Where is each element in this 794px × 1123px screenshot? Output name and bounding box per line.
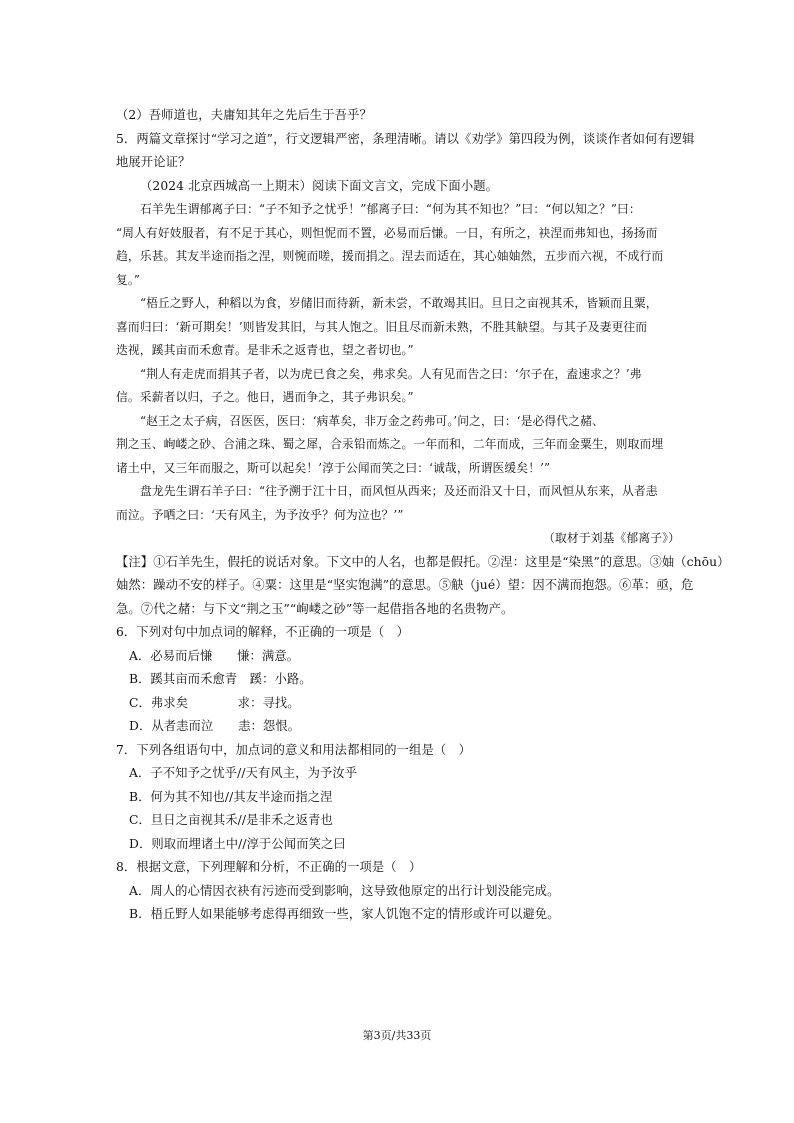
text-line: 8．根据文意，下列理解和分析，不正确的一项是（ ）	[116, 860, 422, 874]
text-line: （2）吾师道也，夫庸知其年之先后生于吾乎？	[116, 108, 372, 122]
text-line: “梧丘之野人，种稻以为食，岁储旧而待新，新未尝，不敢竭其旧。旦日之亩视其禾，皆颖而且粟，	[140, 296, 658, 310]
text-line: C．旦日之亩视其禾//是非禾之返青也	[129, 813, 333, 827]
text-line: “赵王之太子病，召医医，医曰：‘病革矣，非万金之药弗可。’问之，曰：‘是必得代之赭、	[140, 413, 604, 428]
text-line: A．子不知予之忧乎//天有风主，为予汝乎	[129, 766, 358, 780]
text-line: B．何为其不知也//其友半途而指之涅	[129, 789, 333, 804]
text-line: 诸土中，又三年而服之，斯可以起矣！’淳于公闻而笑之曰：‘诚哉，所谓医缓矣！’”	[116, 460, 551, 475]
text-line: 复。”	[116, 272, 141, 287]
text-line: 5．两篇文章探讨“学习之道”，行文逻辑严密，条理清晰。请以《劝学》第四段为例，谈谈作者如何有逻辑	[116, 131, 695, 146]
text-line: 迭视，蹊其亩而禾愈青。是非禾之返青也，望之者切也。”	[116, 343, 414, 357]
text-line: 急。⑦代之赭：与下文“荆之玉”“峋嵝之砂”等一起借指各地的名贵物产。	[116, 601, 514, 616]
text-line: 妯然：躁动不安的样子。④粟：这里是“坚实饱满”的意思。⑤觖（jué）望：因不满而抱怨。⑥革：亟，危	[116, 578, 694, 592]
text-line: 盘龙先生谓石羊子曰：“往予溯于江十日，而风恒从西来；及还而沿又十日，而风恒从东来，从者恚	[140, 484, 658, 498]
text-line: （2024 北京西城高一上期末）阅读下面文言文，完成下面小题。	[140, 178, 499, 193]
text-line: “荆人有走虎而捐其子者，以为虎已食之矣，弗求矣。人有见而告之曰：‘尔子在，盍速求之？’弗	[140, 366, 642, 381]
text-line: 7．下列各组语句中，加点词的意义和用法都相同的一组是（ ）	[116, 742, 472, 757]
text-line: 6．下列对句中加点词的解释，不正确的一项是（ ）	[116, 625, 410, 639]
text-line: 喜而归曰：‘新可期矣！’则皆发其旧，与其人饱之。旧且尽而新未熟，不胜其觖望。与其子及妻更往而	[116, 319, 648, 334]
text-line: 【注】①石羊先生，假托的说话对象。下文中的人名，也都是假托。②涅：这里是“染黑”的意思。③妯（chōu）	[116, 554, 730, 569]
text-line: 趋，乐甚。其友半途而指之涅，则惋而嗟，援而捐之。涅去而适在，其心妯妯然，五步而六视，不成行而	[116, 249, 664, 263]
text-line: 地展开论证？	[116, 155, 191, 169]
document-body	[116, 104, 730, 927]
page-footer: 第3页/共33页	[362, 1029, 432, 1042]
text-line: D．则取而埋诸土中//淳于公闻而笑之曰	[129, 836, 346, 851]
text-line: C．弗求矣 求：寻找。	[129, 695, 300, 710]
text-line: 而泣。予哂之曰：‘天有风主，为予汝乎？何为泣也？’”	[116, 507, 404, 522]
text-line: “周人有好妓服者，有不足于其心，则怛怩而不置，必易而后慊。一日，有所之，袂涅而弗知也，扬扬而	[116, 225, 658, 240]
text-line: 信。采薪者以归，子之。他日，遇而争之，其子弗识矣。”	[116, 390, 414, 404]
text-line: 荆之玉、峋嵝之砂、合浦之珠、蜀之犀，合汞铅而炼之。一年而和，二年而成，三年而金粟生，则取而埋	[116, 437, 664, 451]
text-line: B．蹊其亩而禾愈青 蹊：小路。	[129, 672, 312, 686]
text-line: （取材于刘基《郁离子》）	[543, 531, 680, 545]
text-line: B．梧丘野人如果能够考虑得再细致一些，家人饥饱不定的情形或许可以避免。	[129, 907, 560, 921]
text-line: D．从者恚而泣 恚：怨恨。	[129, 719, 301, 733]
text-line: 石羊先生谓郁离子曰：“子不知予之忧乎！”郁离子曰：“何为其不知也？”曰：“何以知之？”曰：	[140, 202, 641, 216]
text-line: A．必易而后慊 慊：满意。	[129, 648, 300, 663]
text-line: A．周人的心情因衣袂有污迹而受到影响，这导致他原定的出行计划没能完成。	[129, 883, 560, 898]
